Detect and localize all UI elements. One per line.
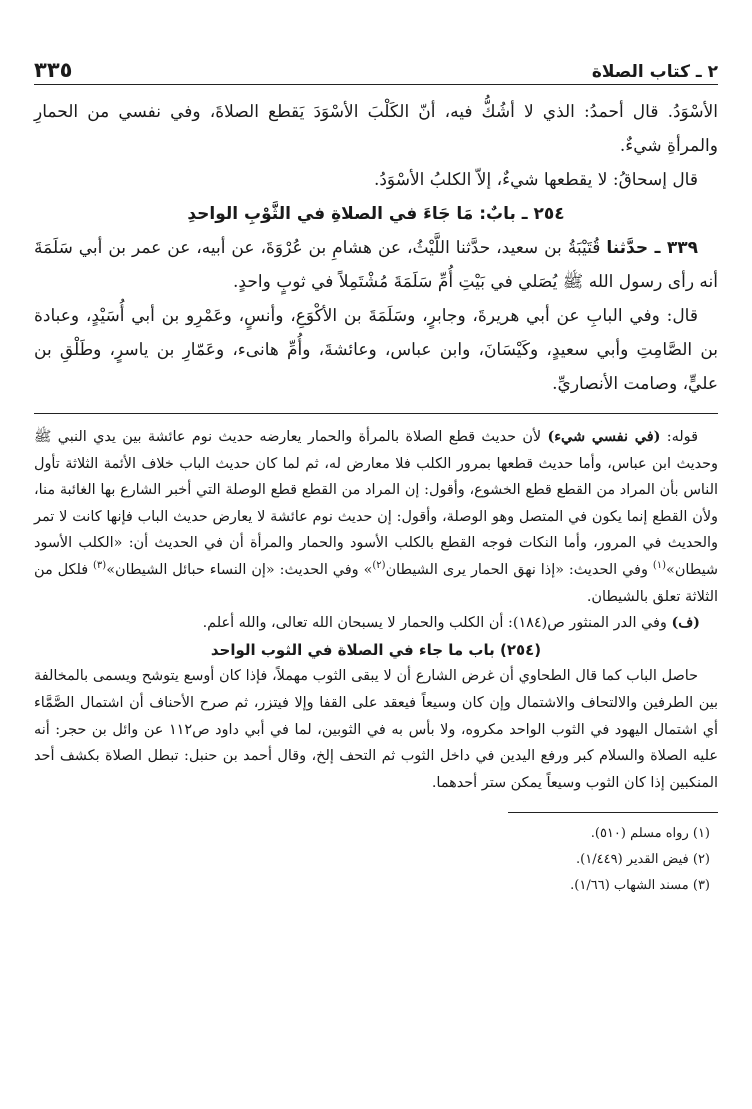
footnote-rule	[508, 812, 718, 813]
chapter-heading: ٢٥٤ ـ بابٌ: مَا جَاءَ في الصلاةِ في الثَّوْبِ الواحدِ	[187, 204, 565, 224]
commentary-body-1: لأن حديث قطع الصلاة بالمرأة والحمار يعارضه حديث نوم عائشة بين يدي النبي ﷺ وحديث ابن عباس، وأما حديث قطعها بمرور الكلب فلا معارض له، ثم لما كان حديث الباب خلاف الأئمة الثلاثة تأول الناس بأن المراد من القطع قطع الخشوع، وأقول: إن المراد من القطع قطع الوصلة التي أخبر الشارع بها الغائبة منا، ولأن القطع إنما يكون في المتصل وهو الوصلة، وأقول: إن حديث نوم عائشة لا يعارض حديث الباب فإنها كانت لا تمر والحديث في المرور، وأما النكات فوجه القطع بالكلب الأسود والحمار والمرأة أن في الحديث أن: «الكلب الأسود شيطان»	[34, 429, 718, 578]
fa-marker: (ف)	[671, 614, 700, 632]
main-paragraph-3: قال: وفي البابِ عن أبي هريرةَ، وجابرٍ، وسَلَمَةَ بن الأكْوَعِ، وأنسٍ، وعَمْرِو بن أبي أُسَيْدٍ، وعبادة بن الصَّامِتِ وأبي سعيدٍ، وكَيْسَانَ، وابن عباس، وعائشةَ، وأُمِّ هانىء، وعَمّارِ بن ياسرٍ، وطَلْقِ بن عليٍّ، وصامت الأنصاريِّ.	[34, 306, 718, 394]
commentary-sub-heading: (٢٥٤) باب ما جاء في الصلاة في الثوب الواحد	[210, 640, 542, 659]
footnote-2: (٢) فيض القدير (١/٤٤٩).	[576, 852, 710, 868]
commentary-final-paragraph: حاصل الباب كما قال الطحاوي أن غرض الشارع أن لا يبقى الثوب مهملاً، فإذا كان أوسع يتوشح ويسمى بالمخالفة بين الطرفين والالتحاف والاشتمال وإن كان وسيعاً فيعقد على القفا وإلا فيتزر، ثم صرح الأحناف أن اشتمال الصَّمَّاء أي اشتمال اليهود في الثوب الواحد مكروه، ولا بأس به في الثوبين، لما في أبي داود ص١١٢ عن وائل بن حجر: أنه عليه الصلاة والسلام كبر ورفع اليدين في داخل الثوب ثم التحف إلخ، وقال أحمد بن حنبل: تبطل الصلاة بكشف أحد المنكبين إذا كان الثوب وسيعاً يمكن ستر أحدهما.	[34, 668, 718, 791]
page-header	[34, 48, 718, 85]
commentary-body-2: وفي الحديث: «إذا نهق الحمار يرى الشيطان	[385, 561, 653, 578]
book-page	[34, 48, 718, 899]
commentary-lead: قوله:	[660, 429, 698, 445]
footnote-ref-1: (١)	[652, 560, 667, 572]
hadith-paragraph	[34, 231, 718, 299]
footnote-ref-2: (٢)	[372, 560, 386, 572]
footnotes	[34, 821, 718, 899]
commentary-body-3: » وفي الحديث: «إن النساء حبائل الشيطان»	[106, 561, 373, 578]
commentary-body-4: فلكل من الثلاثة تعلق بالشيطان.	[34, 561, 718, 605]
fa-note	[34, 610, 718, 637]
page-number: ٣٣٥	[34, 58, 73, 82]
fa-note-text: وفي الدر المنثور ص(١٨٤): أن الكلب والحمار لا يسبحان الله تعالى، والله أعلم.	[202, 615, 672, 632]
hadith-text: قُتَيْبَةُ بن سعيد، حدَّثنا اللَّيْثُ، عن هشامِ بن عُرْوَةَ، عن أبيه، عن عمر بن أبي سَلَمَةَ أنه رأى رسول الله ﷺ يُصَلي في بَيْتِ أُمِّ سَلَمَةَ مُشْتَمِلاً في ثوبٍ واحدٍ.	[34, 238, 718, 292]
main-paragraph-1: الأسْوَدُ. قال أحمدُ: الذي لا أشُكُّ فيه، أنّ الكَلْبَ الأسْوَدَ يَقطع الصلاةَ، وفي نفسي من الحمارِ والمرأةِ شيءٌ.	[34, 102, 718, 156]
commentary	[34, 424, 718, 796]
section-divider	[34, 413, 718, 414]
footnote-3: (٣) مسند الشهاب (١/٦٦).	[570, 878, 710, 894]
hadith-number: ٣٣٩ ـ حدَّثنا	[606, 238, 698, 258]
footnote-ref-3: (٣)	[93, 560, 107, 572]
commentary-quote: (في نفسي شيء)	[547, 428, 661, 445]
chapter-title: ٢ ـ كتاب الصلاة	[591, 62, 718, 82]
commentary-paragraph	[34, 424, 718, 610]
main-text	[34, 95, 718, 401]
footnote-1: (١) رواه مسلم (٥١٠).	[590, 826, 710, 842]
main-paragraph-2: قال إسحاقُ: لا يقطعها شيءٌ، إلاّ الكلبُ الأسْوَدُ.	[373, 170, 698, 190]
